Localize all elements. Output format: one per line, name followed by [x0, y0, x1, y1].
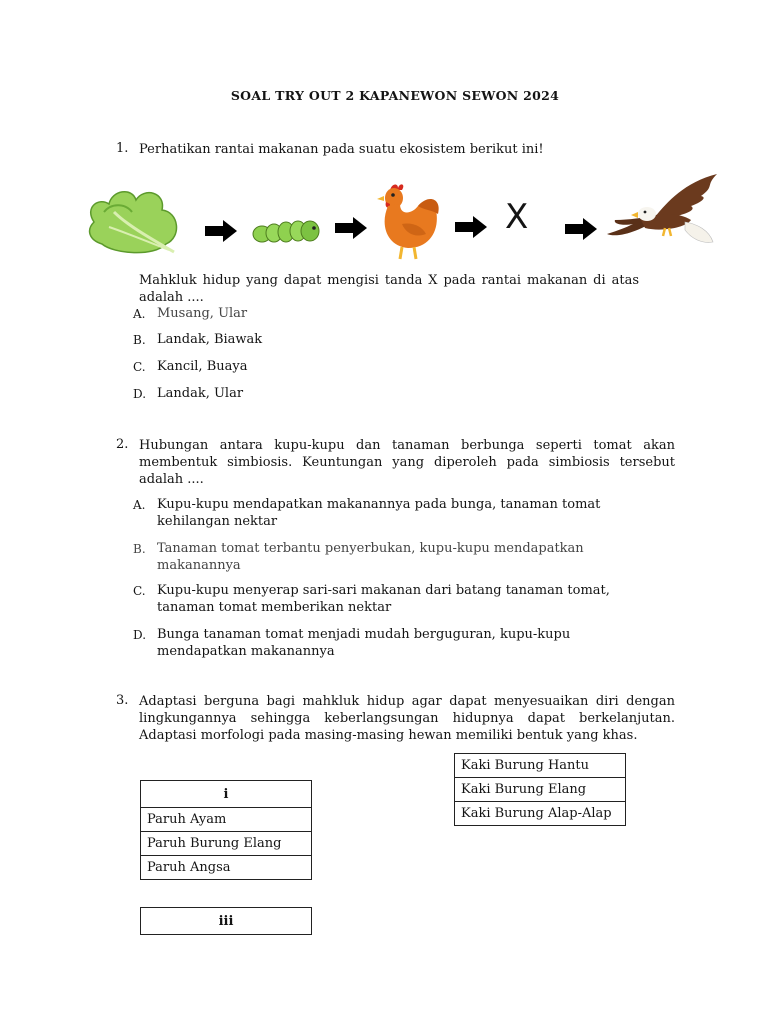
q2-option-c[interactable]: Kupu-kupu menyerap sari-sari makanan dari batang tanaman tomat, tanaman tomat memberikan nektar: [157, 583, 610, 615]
option-letter: A.: [133, 307, 146, 321]
chicken-image: [372, 180, 444, 262]
option-letter: A.: [133, 498, 146, 512]
q1-option-b[interactable]: Landak, Biawak: [157, 332, 263, 347]
table-row: Paruh Burung Elang: [141, 832, 312, 856]
q1-option-a[interactable]: Musang, Ular: [157, 306, 248, 321]
q2-option-d[interactable]: Bunga tanaman tomat menjadi mudah berguguran, kupu-kupu mendapatkan makanannya: [157, 627, 571, 659]
table-i: [140, 780, 312, 880]
eagle-image: [605, 172, 725, 252]
table-iii: [140, 907, 312, 935]
caterpillar-image: [252, 218, 322, 244]
page-title: SOAL TRY OUT 2 KAPANEWON SEWON 2024: [230, 88, 560, 103]
q2-option-b[interactable]: Tanaman tomat terbantu penyerbukan, kupu-kupu mendapatkan makanannya: [157, 541, 584, 573]
question-2-text: Hubungan antara kupu-kupu dan tanaman berbunga seperti tomat akan membentuk simbiosis. Keuntungan yang diperoleh pada simbiosis tersebut adalah ....: [139, 438, 675, 487]
question-1-number: 1.: [116, 141, 129, 156]
option-letter: B.: [133, 333, 146, 347]
question-1-prompt: Mahkluk hidup yang dapat mengisi tanda X pada rantai makanan di atas adalah ....: [139, 273, 639, 305]
question-1-text: Perhatikan rantai makanan pada suatu ekosistem berikut ini!: [139, 142, 544, 157]
option-letter: B.: [133, 542, 146, 556]
arrow-right-icon: [455, 216, 487, 238]
table-row: Kaki Burung Elang: [455, 778, 626, 802]
option-letter: C.: [133, 360, 146, 374]
lettuce-image: [84, 182, 184, 257]
arrow-right-icon: [335, 217, 367, 239]
table-row: Paruh Ayam: [141, 808, 312, 832]
table-row: Paruh Angsa: [141, 856, 312, 880]
table-i-header: i: [141, 781, 312, 808]
option-letter: D.: [133, 628, 147, 642]
table-row: Kaki Burung Hantu: [455, 754, 626, 778]
q2-option-a[interactable]: Kupu-kupu mendapatkan makanannya pada bunga, tanaman tomat kehilangan nektar: [157, 497, 601, 529]
arrow-right-icon: [205, 220, 237, 242]
table-iii-header: iii: [141, 908, 312, 935]
question-3-text: Adaptasi berguna bagi mahkluk hidup agar dapat menyesuaikan diri dengan lingkungannya sehingga keberlangsungan hidupnya dapat berkelanjutan. Adaptasi morfologi pada masing-masing hewan memiliki bentuk yang khas.: [139, 694, 675, 743]
question-2-number: 2.: [116, 437, 129, 452]
q1-option-d[interactable]: Landak, Ular: [157, 386, 244, 401]
table-ii: [454, 753, 626, 826]
food-chain: [0, 170, 768, 260]
option-letter: C.: [133, 584, 146, 598]
question-3-number: 3.: [116, 693, 129, 708]
table-row: Kaki Burung Alap-Alap: [455, 802, 626, 826]
option-letter: D.: [133, 387, 147, 401]
arrow-right-icon: [565, 218, 597, 240]
unknown-mark: X: [505, 197, 529, 237]
q1-option-c[interactable]: Kancil, Buaya: [157, 359, 248, 374]
